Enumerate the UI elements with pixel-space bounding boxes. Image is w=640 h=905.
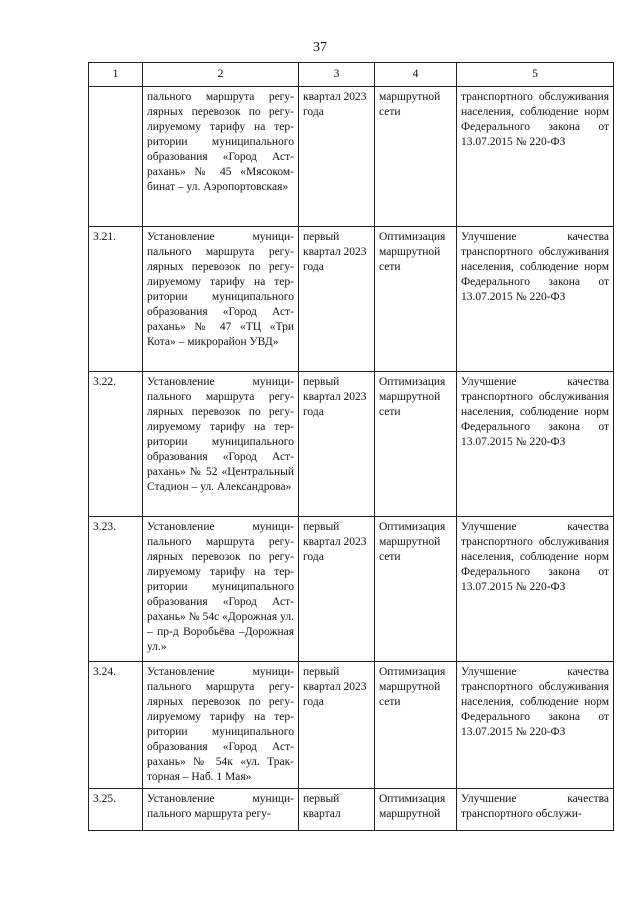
row-action: маршрутной сети: [375, 87, 457, 227]
row-action: Оптимизация маршрутной: [375, 789, 457, 831]
table-row: [89, 662, 614, 789]
row-number: 3.21.: [89, 227, 143, 372]
row-outcome: Улучшение качества транспортного обслуживания населения, соблюдение норм Федерального закона от 13.07.2015 № 220-ФЗ: [457, 517, 614, 662]
table-row: [89, 517, 614, 662]
page-number: 37: [313, 40, 327, 55]
row-outcome: Улучшение качества транспортного обслуживания населения, соблюдение норм Федерального закона от 13.07.2015 № 220-ФЗ: [457, 662, 614, 789]
row-number: 3.23.: [89, 517, 143, 662]
row-period: первый квартал: [299, 789, 375, 831]
table-row: [89, 372, 614, 517]
row-outcome: Улучшение качества транспортного обслуживания населения, соблюдение норм Федерального закона от 13.07.2015 № 220-ФЗ: [457, 372, 614, 517]
header-row: [89, 63, 614, 87]
header-col-2: 2: [143, 63, 299, 87]
row-action: Оптимизация маршрутной сети: [375, 227, 457, 372]
row-number: [89, 87, 143, 227]
row-action: Оптимизация маршрутной сети: [375, 517, 457, 662]
row-number: 3.25.: [89, 789, 143, 831]
header-col-1: 1: [89, 63, 143, 87]
row-description: Установление муниципального маршрута регу-: [143, 789, 299, 831]
row-number: 3.24.: [89, 662, 143, 789]
row-outcome: Улучшение качества транспортного обслуживания населения, соблюдение норм Федерального закона от 13.07.2015 № 220-ФЗ: [457, 227, 614, 372]
row-description: Установление муниципального маршрута регулярных перевозок по регулируемому тарифу на территории муниципального образования «Город Астрахань» № 54к «ул. Тракторная – Наб. 1 Мая»: [143, 662, 299, 789]
header-col-5: 5: [457, 63, 614, 87]
header-col-3: 3: [299, 63, 375, 87]
row-period: первый квартал 2023 года: [299, 517, 375, 662]
table-row: [89, 87, 614, 227]
row-period: первый квартал 2023 года: [299, 227, 375, 372]
measures-table: [88, 62, 614, 831]
table-row: [89, 789, 614, 831]
row-description: Установление муниципального маршрута регулярных перевозок по регулируемому тарифу на территории муниципального образования «Город Астрахань» № 52 «Центральный Стадион – ул. Александрова»: [143, 372, 299, 517]
table-row: [89, 227, 614, 372]
row-description: Установление муниципального маршрута регулярных перевозок по регулируемому тарифу на территории муниципального образования «Город Астрахань» № 47 «ТЦ «Три Кота» – микрорайон УВД»: [143, 227, 299, 372]
row-period: квартал 2023 года: [299, 87, 375, 227]
header-col-4: 4: [375, 63, 457, 87]
row-action: Оптимизация маршрутной сети: [375, 372, 457, 517]
row-number: 3.22.: [89, 372, 143, 517]
row-outcome: Улучшение качества транспортного обслужи-: [457, 789, 614, 831]
row-period: первый квартал 2023 года: [299, 372, 375, 517]
row-outcome: транспортного обслуживания населения, соблюдение норм Федерального закона от 13.07.2015 № 220-ФЗ: [457, 87, 614, 227]
row-description: Установление муниципального маршрута регулярных перевозок по регулируемому тарифу на территории муниципального образования «Город Астрахань» № 54с «Дорожная ул. – пр-д Воробьёва –Дорожная ул.»: [143, 517, 299, 662]
row-action: Оптимизация маршрутной сети: [375, 662, 457, 789]
row-description: пального маршрута регулярных перевозок по регулируемому тарифу на территории муниципального образования «Город Астрахань» № 45 «Мясокомбинат – ул. Аэропортовская»: [143, 87, 299, 227]
row-period: первый квартал 2023 года: [299, 662, 375, 789]
